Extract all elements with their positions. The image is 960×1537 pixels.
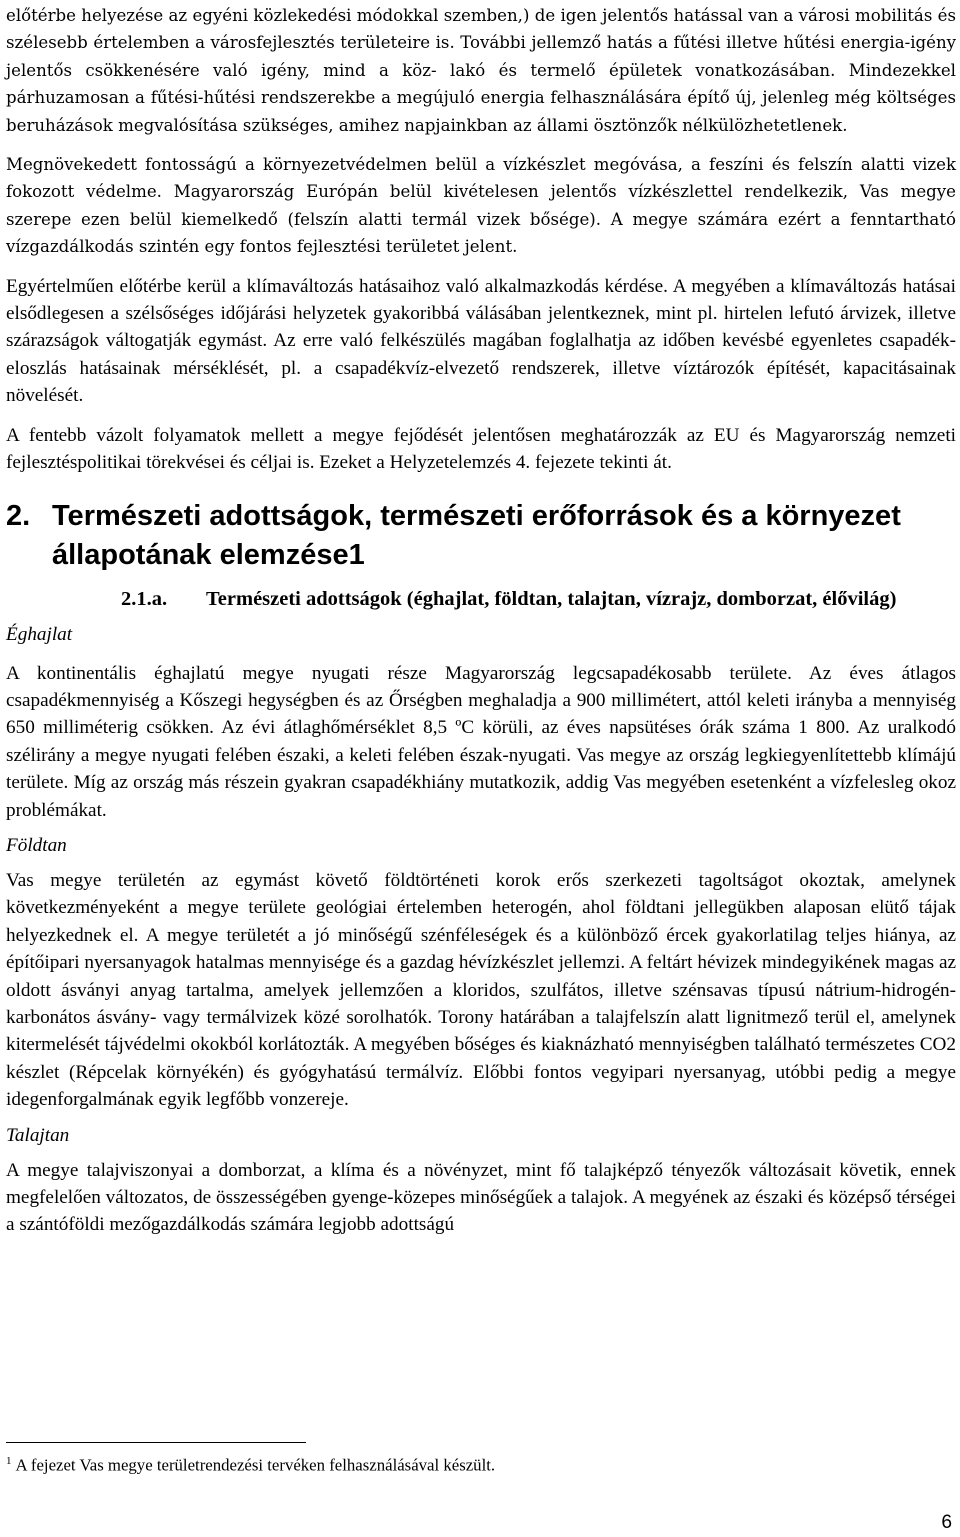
- chapter-title: Természeti adottságok, természeti erőforrások és a környezet állapotának elemzése1: [52, 499, 901, 571]
- paragraph: Egyértelműen előtérbe kerül a klímaváltozás hatásaihoz való alkalmazkodás kérdése. A megyében a klímaváltozás hatásai elsődlegesen a szélsőséges időjárási helyzetek gyakoribbá válásában jelentkeznek, mint pl. hirtelen lefutó árvizek, illetve szárazságok váltogatják egymást. Az erre való felkészülés magában foglalhatja az időben kevésbé egyenletes csapadék-eloszlás hatásainak mérséklését, pl. a csapadékvíz-elvezető rendszerek, illetve víztározók építését, kapacitásainak növelését.: [6, 275, 956, 407]
- subsection-label-climate: Éghajlat: [6, 623, 73, 645]
- footnote: [6, 1450, 495, 1477]
- page-number: 6: [941, 1512, 952, 1533]
- text-column: [6, 2, 956, 1239]
- section-title: Természeti adottságok (éghajlat, földtan, talajtan, vízrajz, domborzat, élővilág): [206, 587, 897, 610]
- paragraph: A fentebb vázolt folyamatok mellett a megye fejődését jelentősen meghatározzák az EU és Magyarország nemzeti fejlesztéspolitikai törekvései és céljai is. Ezeket a Helyzetelemzés 4. fejezete tekinti át.: [6, 424, 956, 474]
- chapter-number: 2.: [6, 499, 31, 532]
- footnote-separator: [6, 1442, 306, 1443]
- section-heading: [121, 585, 956, 613]
- footnote-text: A fejezet Vas megye területrendezési tervéken felhasználásával készült.: [15, 1455, 496, 1475]
- chapter-heading: [6, 497, 956, 575]
- subsection-label-soil: Talajtan: [6, 1124, 70, 1146]
- paragraph: Megnövekedett fontosságú a környezetvédelmen belül a vízkészlet megóvása, a feszíni és felszín alatti vizek fokozott védelme. Magyarország Európán belül kivételesen jelentős vízkészlettel rendelkezik, Vas megye szerepe ezen belül kiemelkedő (felszín alatti termál vizek bősége). A megye számára ezért a fenntartható vízgazdálkodás szintén egy fontos fejlesztési területet jelent.: [6, 155, 956, 257]
- section-number: 2.1.a.: [121, 587, 168, 610]
- paragraph: előtérbe helyezése az egyéni közlekedési módokkal szemben,) de igen jelentős hatással van a városi mobilitás és szélesebb értelemben a városfejlesztés területeire is. További jellemző hatás a fűtési illetve hűtési energia-igény jelentős csökkenésére való igény, mind a köz- lakó és termelő épületek vonatkozásában. Mindezekkel párhuzamosan a fűtési-hűtési rendszerekbe a megújuló energia felhasználására építő új, jelenleg még költséges beruházások megvalósítása szükséges, amihez napjainkban az állami ösztönzők nélkülözhetetlenek.: [6, 6, 956, 135]
- paragraph-soil: A megye talajviszonyai a domborzat, a klíma és a növényzet, mint fő talajképző tényezők változásait követik, ennek megfelelően változatos, de összességében gyenge-közepes minőségűek a talajok. A megyének az északi és középső térségei a szántóföldi mezőgazdálkodás számára legjobb adottságú: [6, 1159, 956, 1236]
- paragraph-climate: A kontinentális éghajlatú megye nyugati része Magyarország legcsapadékosabb területe. Az éves átlagos csapadékmennyiség a Kőszegi hegységben és az Őrségben meghaladja a 900 millimétert, attól keleti irányba a mennyiség 650 milliméterig csökken. Az évi átlaghőmérséklet 8,5 ºC körüli, az éves napsütéses órák száma 1 800. Az uralkodó szélirány a megye nyugati felében északi, a keleti felében észak-nyugati. Vas megye az ország legkiegyenlítettebb klímájú területe. Míg az ország más részein gyakran csapadékhiány mutatkozik, addig Vas megyében esetenként a vízfelesleg okoz problémákat.: [6, 662, 956, 821]
- footnote-marker: 1: [6, 1455, 12, 1467]
- paragraph-geology: Vas megye területén az egymást követő földtörténeti korok erős szerkezeti tagoltságot okoztak, amelynek következményeként a megye területe geológiai értelemben heterogén, ahol földtani jellegükben alaposan elütő tájak helyezkednek el. A megye területét a jó minőségű szénféleségek és a különböző ércek gyakorlatilag teljes hiánya, az építőipari nyersanyagok hatalmas mennyisége és a gazdag hévízkészlet jellemzi. A feltárt hévizek mindegyikének magas az oldott ásványi anyag tartalma, amelyek jellemzően a kloridos, szulfátos, illetve szénsavas típusú nátrium-hidrogén-karbonátos ásvány- vagy termálvizek közé sorolhatók. Torony határában a talajfelszín alatt lignitmező terül el, amelynek kitermelését tájvédelmi okokból korlátozták. A megyében bőséges és kiaknázható mennyiségben található természetes CO2 készlet (Répcelak környékén) és gyógyhatású termálvíz. Előbbi fontos vegyipari nyersanyag, utóbbi pedig a megye idegenforgalmának egyik legfőbb vonzereje.: [6, 869, 956, 1111]
- subsection-label-geology: Földtan: [6, 834, 67, 856]
